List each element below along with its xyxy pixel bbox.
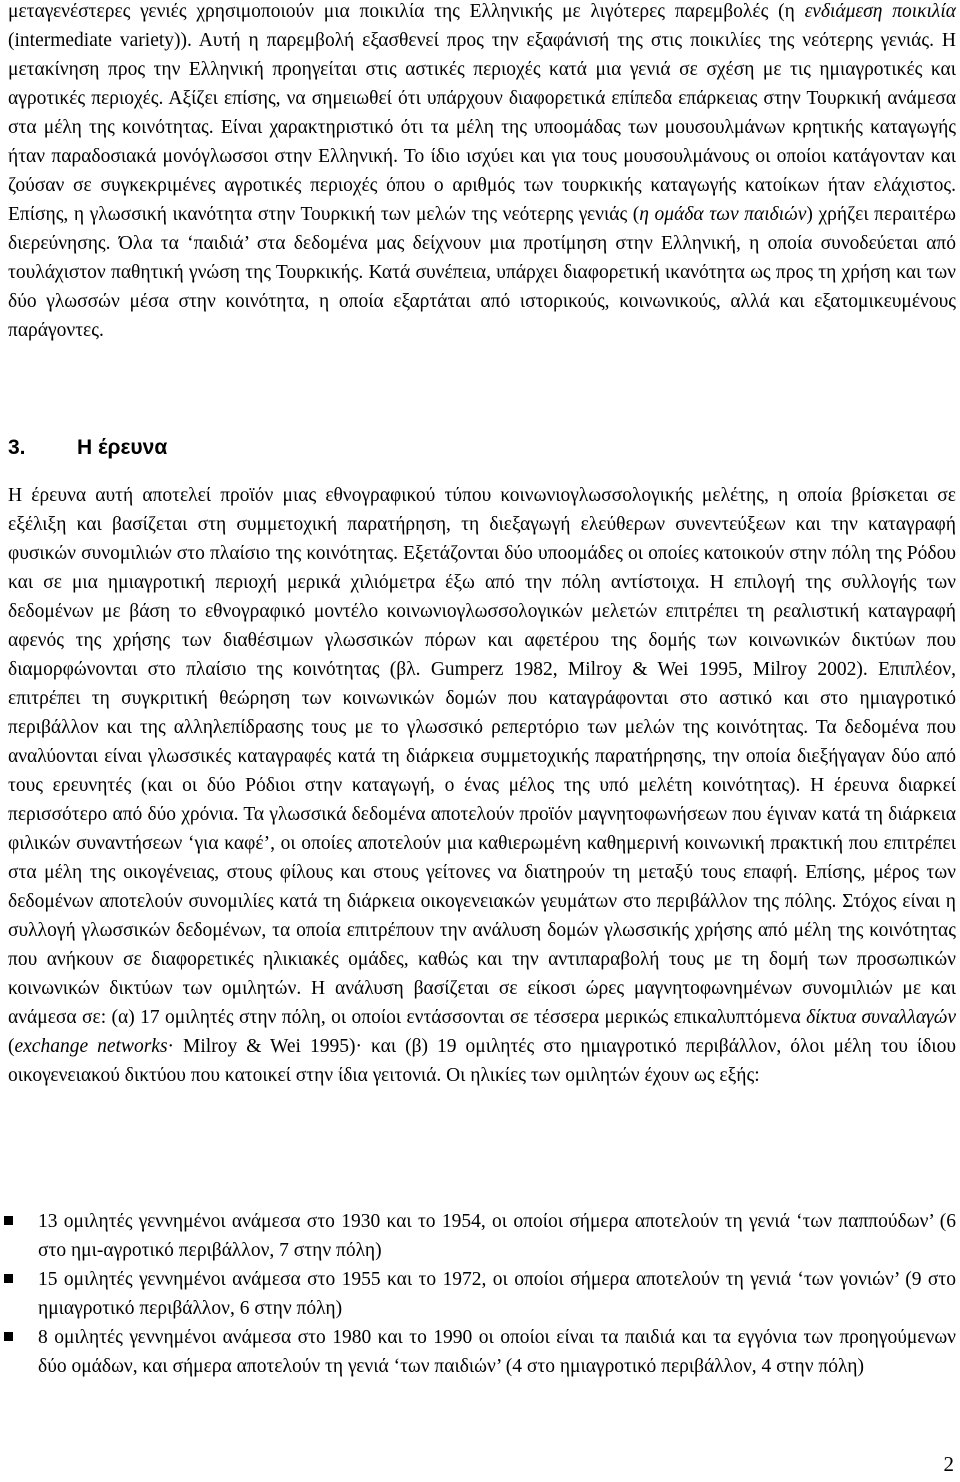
paragraph-1-text-a: μεταγενέστερες γενιές χρησιμοποιούν μια ποικιλία της Ελληνικής με λιγότερες παρεμβολές (η	[8, 1, 805, 22]
paragraph-1-text-c: ) χρήζει περαιτέρω διερεύνησης. Όλα τα ‘παιδιά’ στα δεδομένα μας δείχνουν μια προτίμηση στην Ελληνική, η οποία συνοδεύεται από τουλάχιστον παθητική γνώση της Τουρκικής. Κατά συνέπεια, υπάρχει διαφορετική ικανότητα ως προς τη χρήση και των δύο γλωσσών μέσα στην κοινότητα, η οποία εξαρτάται από ιστορικούς, κοινωνικούς, αλλά και εξατομικευμένους παράγοντες.	[8, 204, 956, 341]
list-item-text: 13 ομιλητές γεννημένοι ανάμεσα στο 1930 και το 1954, οι οποίοι σήμερα αποτελούν τη γενιά ‘των παππούδων’ (6 στο ημι-αγροτικό περιβάλλον, 7 στην πόλη)	[38, 1211, 956, 1261]
speaker-age-list	[0, 1207, 956, 1381]
section-title: Η έρευνα	[77, 436, 168, 459]
paragraph-2-text-c: · Milroy & Wei 1995)· και (β) 19 ομιλητές στο ημιαγροτικό περιβάλλον, όλοι μέλη του ίδιου οικογενειακού δικτύου που κατοικεί στην ίδια γειτονιά. Οι ηλικίες των ομιλητών έχουν ως εξής:	[8, 1036, 956, 1086]
paragraph-2-text-a: Η έρευνα αυτή αποτελεί προϊόν μιας εθνογραφικού τύπου κοινωνιογλωσσολογικής μελέτης, η οποία βρίσκεται σε εξέλιξη και βασίζεται στη συμμετοχική παρατήρηση, τη διεξαγωγή ελεύθερων συνεντεύξεων και την καταγραφή φυσικών συνομιλιών στο πλαίσιο της κοινότητας. Εξετάζονται δύο υποομάδες οι οποίες κατοικούν στην πόλη της Ρόδου και σε μια ημιαγροτική περιοχή μερικά χιλιόμετρα έξω από την πόλη αντίστοιχα. Η επιλογή της συλλογής των δεδομένων με βάση το εθνογραφικό μοντέλο κοινωνιογλωσσολογικών μελετών επιτρέπει τη ρεαλιστική καταγραφή αφενός της χρήσης των διαθέσιμων γλωσσικών πόρων και αφετέρου της δομής των κοινωνικών δικτύων που διαμορφώνονται στο πλαίσιο της κοινότητας (βλ. Gumperz 1982, Milroy & Wei 1995, Milroy 2002). Επιπλέον, επιτρέπει τη συγκριτική θεώρηση των κοινωνικών δομών που καταγράφονται στο αστικό και στο ημιαγροτικό περιβάλλον και της αλληλεπίδρασης τους με το γλωσσικό ρεπερτόριο των μελών της κοινότητας. Τα δεδομένα που αναλύονται είναι γλωσσικές καταγραφές κατά τη διάρκεια συμμετοχικής παρατήρησης, την οποία διεξήγαγαν δύο από τους ερευνητές (και οι δύο Ρόδιοι στην καταγωγή, ο ένας μέλος της υπό μελέτη κοινότητας). Η έρευνα διαρκεί περισσότερο από δύο χρόνια. Τα γλωσσικά δεδομένα αποτελούν προϊόν μαγνητοφωνήσεων που έγιναν κατά τη διάρκεια φιλικών συναντήσεων ‘για καφέ’, οι οποίες αποτελούν μια καθιερωμένη καθημερινή κοινωνική πρακτική που επιτρέπει στα μέλη της οικογένειας, στους φίλους και στους γείτονες να διατηρούν τη μεταξύ τους επαφή. Επίσης, μέρος των δεδομένων αποτελούν συνομιλίες κατά τη διάρκεια οικογενειακών γευμάτων στο περιβάλλον της πόλης. Στόχος είναι η συλλογή γλωσσικών δεδομένων, τα οποία επιτρέπουν την ανάλυση δομών γλωσσικής χρήσης από μέλη της κοινότητας που ανήκουν σε διαφορετικές ηλικιακές ομάδες, καθώς και την αντιπαραβολή τους με τη δομή των προσωπικών κοινωνικών δικτύων των ομιλητών. Η ανάλυση βασίζεται σε είκοσι ώρες μαγνητοφωνημένων συνομιλιών με και ανάμεσα σε: (α) 17 ομιλητές στην πόλη, οι οποίοι εντάσσονται σε τέσσερα μερικώς επικαλυπτόμενα	[8, 485, 956, 1028]
list-item	[0, 1207, 956, 1265]
section-heading	[8, 436, 167, 460]
page-number: 2	[943, 1452, 954, 1476]
section-number: 3.	[8, 436, 26, 459]
paragraph-2-text-b: (	[8, 1036, 15, 1057]
paragraph-2-italic-b: exchange networks	[14, 1036, 168, 1057]
list-item-text: 15 ομιλητές γεννημένοι ανάμεσα στο 1955 και το 1972, οι οποίοι σήμερα αποτελούν τη γενιά ‘των γονιών’ (9 στο ημιαγροτικό περιβάλλον, 6 στην πόλη)	[38, 1269, 956, 1319]
square-bullet-icon	[4, 1216, 13, 1225]
paragraph-1-italic-b: η ομάδα των παιδιών	[639, 204, 807, 225]
square-bullet-icon	[4, 1332, 13, 1341]
paragraph-2-italic-a: δίκτυα συναλλαγών	[806, 1007, 956, 1028]
list-item-text: 8 ομιλητές γεννημένοι ανάμεσα στο 1980 και το 1990 οι οποίοι είναι τα παιδιά και τα εγγόνια των προηγούμενων δύο ομάδων, και σήμερα αποτελούν τη γενιά ‘των παιδιών’ (4 στο ημιαγροτικό περιβάλλον, 4 στην πόλη)	[38, 1327, 956, 1377]
body-paragraph-1	[8, 0, 956, 345]
list-item	[0, 1323, 956, 1381]
list-item	[0, 1265, 956, 1323]
body-paragraph-2	[8, 481, 956, 1090]
paragraph-1-text-b: (intermediate variety)). Αυτή η παρεμβολή εξασθενεί προς την εξαφάνισή της στις ποικιλίες της νεότερης γενιάς. Η μετακίνηση προς την Ελληνική προηγείται στις αστικές περιοχές κατά μια γενιά σε σχέση με τις ημιαγροτικές και αγροτικές περιοχές. Αξίζει επίσης, να σημειωθεί ότι υπάρχουν διαφορετικά επίπεδα επάρκειας στην Τουρκική ανάμεσα στα μέλη της κοινότητας. Είναι χαρακτηριστικό ότι τα μέλη της υποομάδας των μουσουλμάνων κρητικής καταγωγής ήταν παραδοσιακά μονόγλωσσοι στην Ελληνική. Το ίδιο ισχύει και για τους μουσουλμάνους οι οποίοι κατάγονταν και ζούσαν σε συγκεκριμένες αγροτικές περιοχές όπου ο αριθμός των τουρκικής καταγωγής κατοίκων ήταν ελάχιστος. Επίσης, η γλωσσική ικανότητα στην Τουρκική των μελών της νεότερης γενιάς (	[8, 30, 956, 225]
paragraph-1-italic-a: ενδιάμεση ποικιλία	[804, 1, 957, 22]
square-bullet-icon	[4, 1274, 13, 1283]
